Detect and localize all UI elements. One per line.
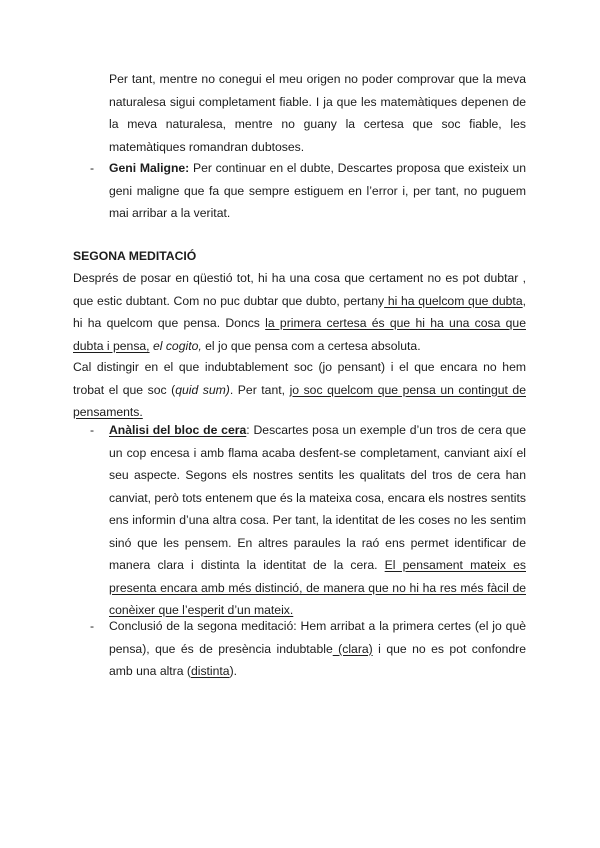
quid-sum-underline: jo soc quelcom que pensa un contingut de pensaments. [73, 382, 526, 419]
cera-underline: El pensament mateix es presenta encara amb més distinció, de manera que no hi ha res més fàcil de conèixer que l’esperit d’un mateix. [109, 558, 526, 617]
cogito-text-2: , hi ha quelcom que pensa. Doncs [73, 293, 526, 330]
cogito-text-4: el jo que pensa com a certesa absoluta. [201, 338, 421, 353]
quid-sum-italic: quid sum) [175, 382, 230, 397]
cera-text: : Descartes posa un exemple d’un tros de cera que un cop encesa i amb flama acaba desfent-se completament, canviant així el seu aspecte. Segons els nostres sentits les qualitats del tros de cera han canviat, però tots entenem que és la mateixa cosa, encara els nostres sentits ens informin d’una altra cosa. Per tant, la identitat de les coses no les sentim sinó que les pensem. En altres paraules la raó ens permet identificar de manera clara i distinta la identitat de la cera. [109, 423, 527, 572]
cogito-italic: el cogito, [152, 338, 202, 353]
geni-maligne-bullet [109, 157, 526, 225]
conclusio-underline-1: (clara) [332, 641, 373, 656]
conclusio-bullet [109, 615, 526, 683]
cogito-text-1: Després de posar en qüestió tot, hi ha una cosa que certament no es pot dubtar , que estic dubtant. Com no puc dubtar que dubto, pertany [73, 271, 526, 308]
intro-paragraph: Per tant, mentre no conegui el meu origen no poder comprovar que la meva naturalesa sigui completament fiable. I ja que les matemàtiques depenen de la meva naturalesa, mentre no guany la certesa que soc fiable, les matemàtiques romandran dubtoses. [109, 72, 526, 154]
cera-term: Anàlisi del bloc de cera [109, 423, 247, 437]
conclusio-text-1: Conclusió de la segona meditació: Hem arribat a la primera certes (el jo què pensa), que és de presència indubtable [109, 619, 526, 656]
conclusio-text-2: i que no es pot confondre amb una altra ( [109, 641, 527, 678]
bullet-dash: - [90, 161, 95, 175]
section-heading: SEGONA MEDITACIÓ [73, 249, 197, 263]
bullet-dash: - [90, 619, 95, 633]
quid-sum-text-1: Cal distingir en el que indubtablement soc (jo pensant) i el que encara no hem trobat el que soc ( [73, 360, 526, 397]
quid-sum-text-2: . Per tant, [229, 382, 290, 397]
cogito-paragraph [73, 267, 526, 357]
geni-maligne-text: Per continuar en el dubte, Descartes proposa que existeix un geni maligne que fa que sempre estiguem en l’error i, per tant, no puguem mai arribar a la veritat. [109, 161, 526, 220]
cogito-underline-2: la primera certesa és que hi ha una cosa que dubta i pensa, [73, 316, 526, 353]
cera-bullet [109, 419, 526, 622]
conclusio-text-3: ). [229, 664, 238, 678]
cogito-underline-1: hi ha quelcom que dubta [384, 293, 523, 308]
conclusio-underline-2: distinta [190, 664, 230, 678]
bullet-dash: - [90, 423, 95, 437]
quid-sum-paragraph [73, 356, 526, 424]
geni-maligne-term: Geni Maligne: [109, 161, 190, 175]
